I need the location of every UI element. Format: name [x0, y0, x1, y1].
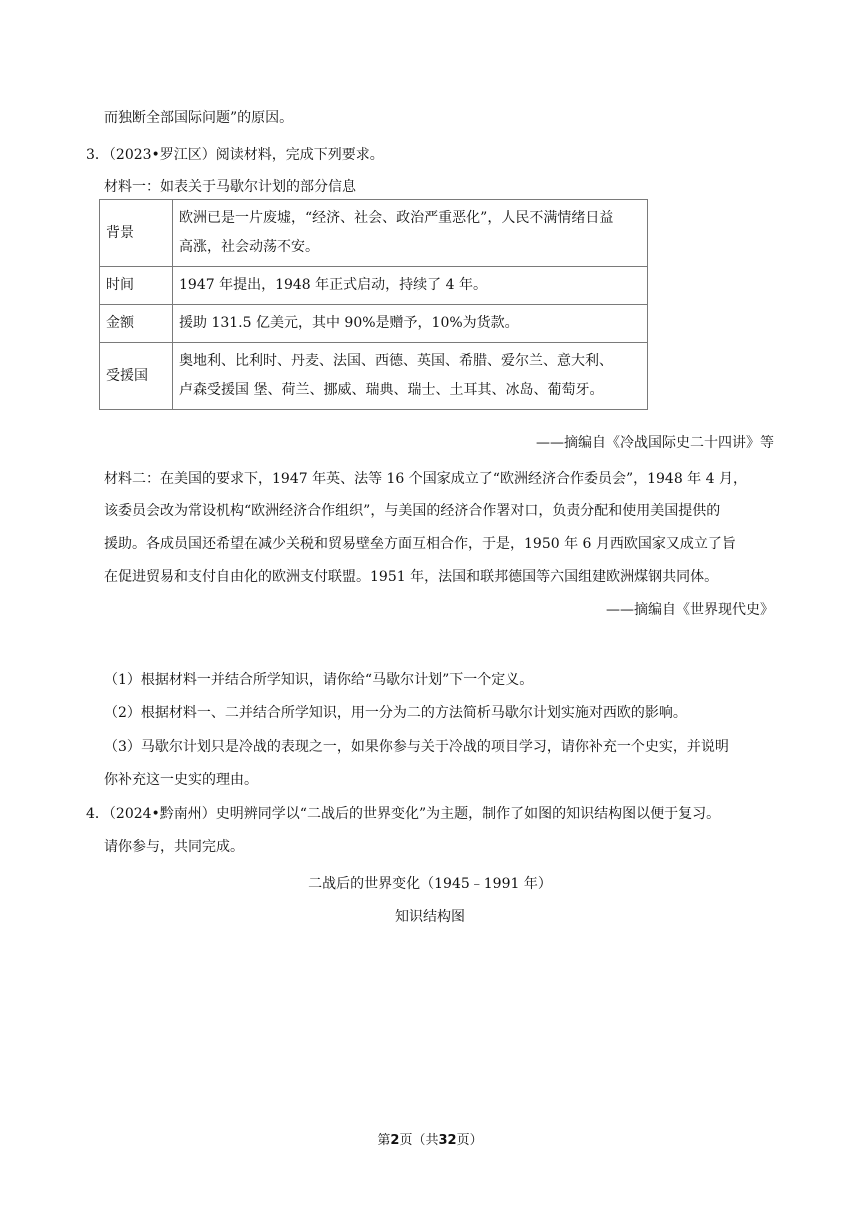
marshall-plan-table [99, 199, 648, 410]
page-total: 32 [438, 1133, 457, 1148]
question-4-cont: 请你参与，共同完成。 [104, 839, 244, 855]
table-cell-key: 背景 [100, 200, 173, 267]
sub-question-3-cont: 你补充这一史实的理由。 [104, 772, 258, 788]
sub-question-1: （1）根据材料一并结合所学知识，请你给“马歇尔计划”下一个定义。 [104, 672, 534, 688]
table-row [100, 305, 648, 343]
table-cell-key: 金额 [100, 305, 173, 343]
page-footer: 第2页（共32页） [377, 1133, 483, 1148]
figure-subtitle: 知识结构图 [395, 909, 465, 925]
material-2-line: 在促进贸易和支付自由化的欧洲支付联盟。1951 年，法国和联邦德国等六国组建欧洲煤钢共同体。 [104, 569, 719, 585]
table-row [100, 200, 648, 267]
table-cell-value: 奥地利、比利时、丹麦、法国、西德、英国、希腊、爱尔兰、意大利、 卢森受援国 堡、荷兰、挪威、瑞典、瑞士、土耳其、冰岛、葡萄牙。 [173, 343, 648, 410]
material-2-line: 材料二：在美国的要求下，1947 年英、法等 16 个国家成立了“欧洲经济合作委员会”，1948 年 4 月， [104, 471, 747, 487]
source-citation-1: ——摘编自《冷战国际史二十四讲》等 [536, 435, 774, 451]
figure-title: 二战后的世界变化（1945﹣1991 年） [308, 876, 552, 892]
table-row [100, 343, 648, 410]
question-4-heading: 4．（2024•黔南州）史明辨同学以“二战后的世界变化”为主题，制作了如图的知识结构图以便于复习。 [86, 806, 721, 822]
material-2-line: 援助。各成员国还希望在减少关税和贸易壁垒方面互相合作，于是，1950 年 6 月西欧国家又成立了旨 [104, 536, 736, 552]
table-cell-value: 援助 131.5 亿美元，其中 90%是赠予，10%为货款。 [173, 305, 648, 343]
material-2-line: 该委员会改为常设机构“欧洲经济合作组织”，与美国的经济合作署对口，负责分配和使用美国提供的 [104, 503, 721, 519]
table-cell-key: 受援国 [100, 343, 173, 410]
table-row [100, 267, 648, 305]
sub-question-3: （3）马歇尔计划只是冷战的表现之一，如果你参与关于冷战的项目学习，请你补充一个史实，并说明 [104, 739, 729, 755]
page-number: 2 [390, 1133, 400, 1148]
source-citation-2: ——摘编自《世界现代史》 [606, 602, 774, 618]
text-line: 而独断全部国际问题”的原因。 [104, 110, 294, 126]
material-1-heading: 材料一：如表关于马歇尔计划的部分信息 [104, 179, 356, 195]
question-3-heading: 3．（2023•罗江区）阅读材料，完成下列要求。 [86, 147, 384, 163]
table-cell-value: 欧洲已是一片废墟，“经济、社会、政治严重恶化”，人民不满情绪日益 高涨，社会动荡不安。 [173, 200, 648, 267]
table-cell-key: 时间 [100, 267, 173, 305]
sub-question-2: （2）根据材料一、二并结合所学知识，用一分为二的方法简析马歇尔计划实施对西欧的影响。 [104, 705, 687, 721]
table-cell-value: 1947 年提出，1948 年正式启动，持续了 4 年。 [173, 267, 648, 305]
